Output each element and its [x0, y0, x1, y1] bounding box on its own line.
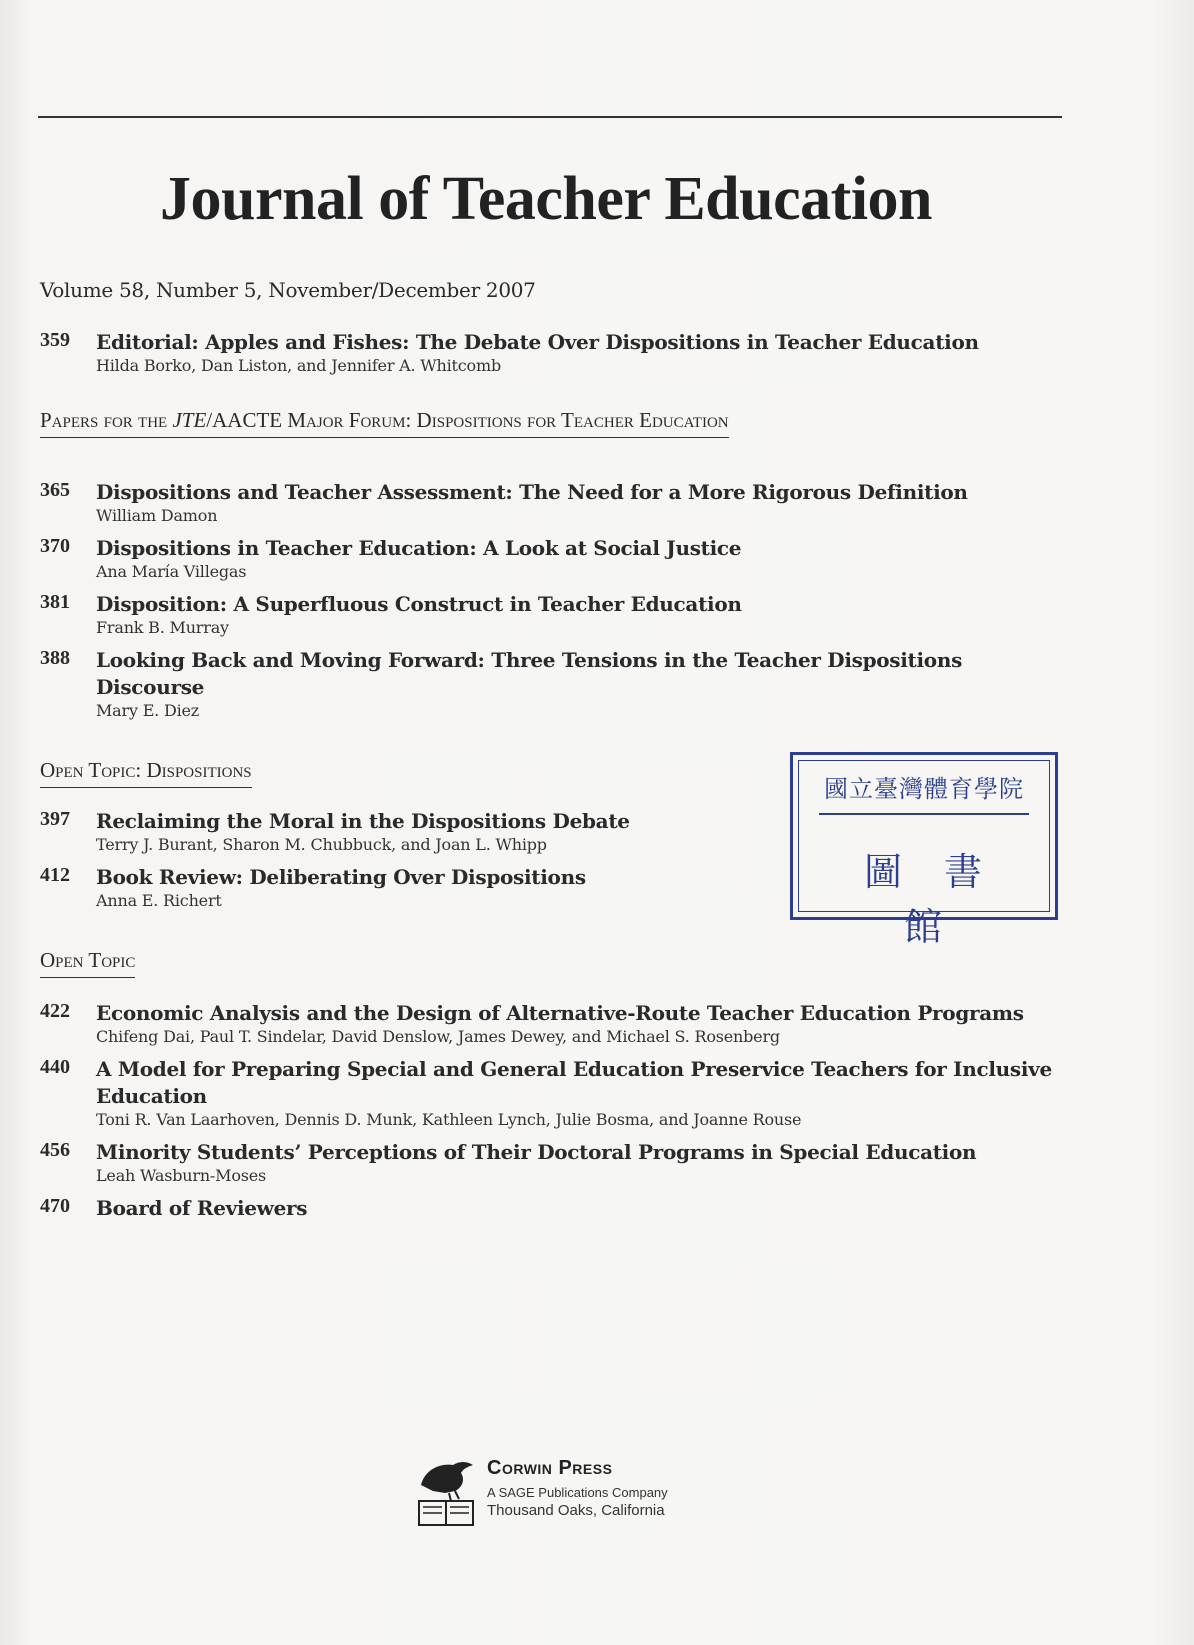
journal-title: Journal of Teacher Education	[160, 165, 933, 233]
page-number: 456	[40, 1139, 70, 1161]
toc-entry[interactable]	[40, 1056, 1070, 1130]
toc-entry[interactable]	[40, 535, 1070, 582]
toc-entry-editorial[interactable]	[40, 329, 1070, 376]
article-title: Board of Reviewers	[96, 1196, 308, 1220]
article-title: Looking Back and Moving Forward: Three Tensions in the Teacher Dispositions Discourse	[96, 648, 963, 699]
page-number: 470	[40, 1195, 70, 1217]
library-stamp-frame	[798, 760, 1050, 949]
page-number: 397	[40, 808, 70, 830]
publisher-name: Corwin Press	[487, 1457, 613, 1479]
toc-entry[interactable]	[40, 591, 1070, 638]
section-heading-open-topic: Open Topic	[40, 950, 135, 978]
section-heading-jte: JTE	[172, 408, 207, 432]
article-authors: Mary E. Diez	[96, 701, 199, 720]
page-number: 412	[40, 864, 70, 886]
article-title: Economic Analysis and the Design of Alternative-Route Teacher Education Programs	[96, 1001, 1024, 1025]
article-authors: William Damon	[96, 506, 218, 525]
toc-entry[interactable]	[40, 1000, 1070, 1047]
article-title: Editorial: Apples and Fishes: The Debate Over Dispositions in Teacher Education	[96, 330, 979, 354]
header-rule	[38, 116, 1062, 118]
stamp-divider	[819, 813, 1029, 815]
article-authors: Toni R. Van Laarhoven, Dennis D. Munk, Kathleen Lynch, Julie Bosma, and Joanne Rouse	[96, 1110, 802, 1129]
page-number: 440	[40, 1056, 70, 1078]
toc-entry[interactable]	[40, 647, 970, 721]
library-stamp	[790, 752, 1058, 949]
page-number: 365	[40, 479, 70, 501]
publisher-block	[415, 1455, 715, 1531]
toc-entry[interactable]	[40, 479, 1070, 526]
stamp-institution: 國立臺灣體育學院	[824, 775, 1024, 803]
page-number: 381	[40, 591, 70, 613]
section-heading-dispositions: Open Topic: Dispositions	[40, 760, 252, 788]
section-heading-part: Papers for the	[40, 408, 173, 432]
toc-entry[interactable]	[40, 1195, 1070, 1222]
article-title: Disposition: A Superfluous Construct in Teacher Education	[96, 592, 742, 616]
article-title: Dispositions in Teacher Education: A Look at Social Justice	[96, 536, 742, 560]
article-authors: Hilda Borko, Dan Liston, and Jennifer A. Whitcomb	[96, 356, 501, 375]
publisher-subtitle: A SAGE Publications Company	[487, 1485, 668, 1500]
article-title: Book Review: Deliberating Over Dispositions	[96, 865, 586, 889]
article-authors: Frank B. Murray	[96, 618, 229, 637]
article-title: Minority Students’ Perceptions of Their Doctoral Programs in Special Education	[96, 1140, 977, 1164]
article-title: Reclaiming the Moral in the Dispositions Debate	[96, 809, 630, 833]
article-authors: Terry J. Burant, Sharon M. Chubbuck, and Joan L. Whipp	[96, 835, 547, 854]
article-title: Dispositions and Teacher Assessment: The Need for a More Rigorous Definition	[96, 480, 968, 504]
page-number: 388	[40, 647, 70, 669]
section-heading-part: /AACTE Major Forum: Dispositions for Teacher Education	[206, 408, 729, 432]
article-authors: Ana María Villegas	[96, 562, 247, 581]
article-title: A Model for Preparing Special and General Education Preservice Teachers for Inclusive Education	[96, 1057, 1052, 1108]
volume-line: Volume 58, Number 5, November/December 2007	[40, 278, 536, 302]
page-number: 422	[40, 1000, 70, 1022]
article-authors: Leah Wasburn-Moses	[96, 1166, 267, 1185]
article-authors: Chifeng Dai, Paul T. Sindelar, David Denslow, James Dewey, and Michael S. Rosenberg	[96, 1027, 780, 1046]
stamp-library: 圖書館	[863, 850, 1024, 949]
toc-entry[interactable]	[40, 1139, 1070, 1186]
page-number: 359	[40, 329, 70, 351]
section-heading-forum	[40, 410, 729, 438]
page-number: 370	[40, 535, 70, 557]
crow-book-logo-icon	[415, 1455, 477, 1527]
publisher-location: Thousand Oaks, California	[487, 1502, 665, 1519]
article-authors: Anna E. Richert	[96, 891, 222, 910]
